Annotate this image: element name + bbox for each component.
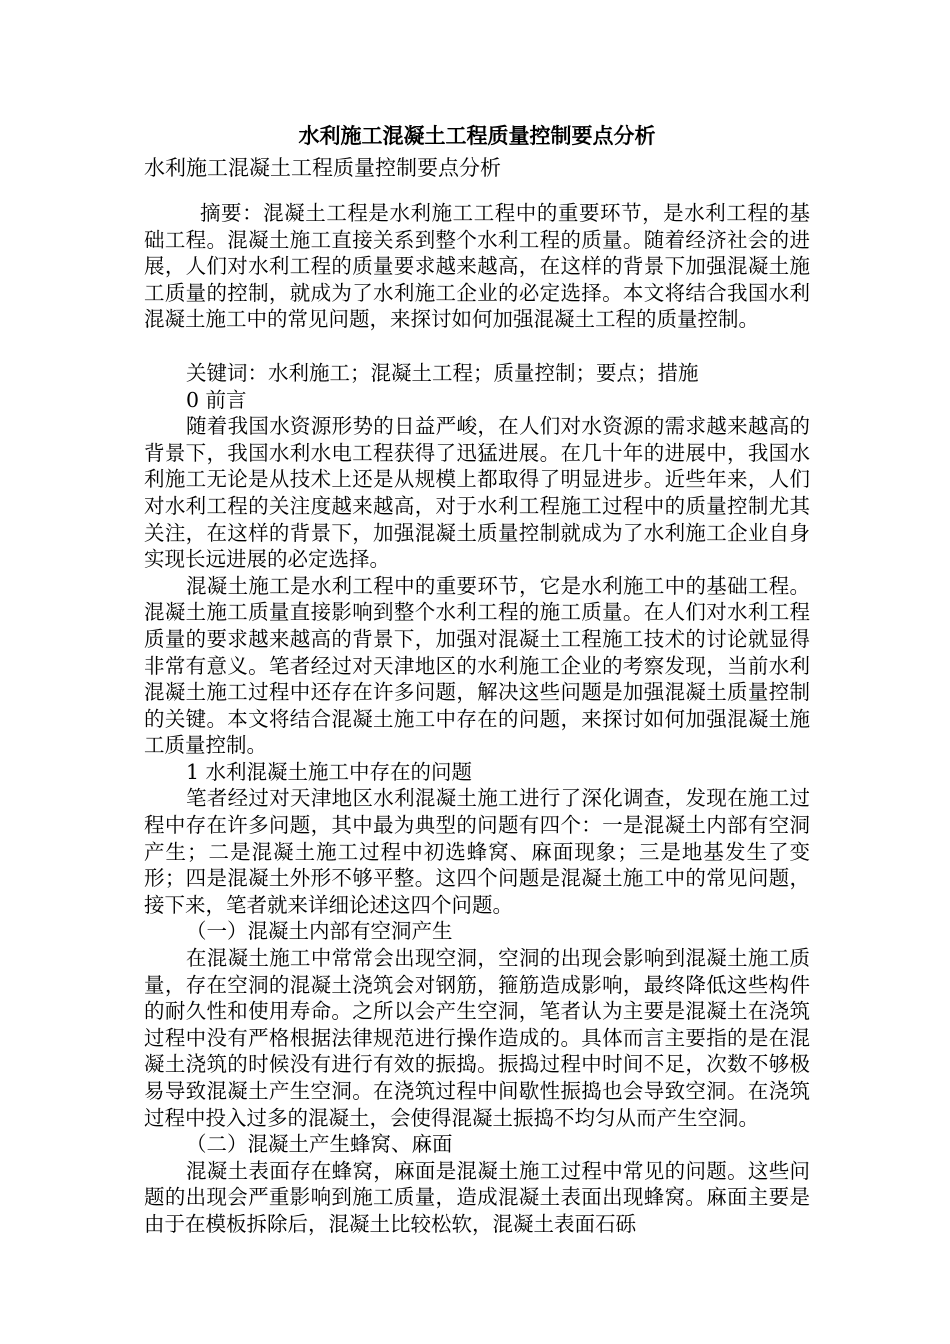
- voids-paragraph: 在混凝土施工中常常会出现空洞，空洞的出现会影响到混凝土施工质量，存在空洞的混凝土浇筑会对钢筋，箍筋造成影响，最终降低这些构件的耐久性和使用寿命。之所以会产生空洞，笔者认为主要是混凝土在浇筑过程中没有严格根据法律规范进行操作造成的。具体而言主要指的是在混凝土浇筑的时候没有进行有效的振捣。振捣过程中时间不足，次数不够极易导致混凝土产生空洞。在浇筑过程中间歇性振捣也会导致空洞。在浇筑过程中投入过多的混凝土，会使得混凝土振捣不均匀从而产生空洞。: [144, 946, 810, 1130]
- preface-paragraph-1: 随着我国水资源形势的日益严峻，在人们对水资源的需求越来越高的背景下，我国水利水电工程获得了迅猛进展。在几十年的进展中，我国水利施工无论是从技术上还是从规模上都取得了明显进步。近些年来，人们对水利工程的关注度越来越高，对于水利工程施工过程中的质量控制尤其关注，在这样的背景下，加强混凝土质量控制就成为了水利施工企业自身实现长远进展的必定选择。: [144, 414, 810, 572]
- section-heading-preface: 0 前言: [186, 387, 247, 412]
- honeycomb-paragraph: 混凝土表面存在蜂窝，麻面是混凝土施工过程中常见的问题。这些问题的出现会严重影响到施工质量，造成混凝土表面出现蜂窝。麻面主要是由于在模板拆除后，混凝土比较松软，混凝土表面石砾: [144, 1158, 810, 1236]
- subsection-heading-voids: （一）混凝土内部有空洞产生: [186, 919, 453, 944]
- subsection-heading-honeycomb: （二）混凝土产生蜂窝、麻面: [186, 1132, 453, 1157]
- preface-paragraph-2: 混凝土施工是水利工程中的重要环节，它是水利施工中的基础工程。混凝土施工质量直接影响到整个水利工程的施工质量。在人们对水利工程质量的要求越来越高的背景下，加强对混凝土工程施工技术的讨论就显得非常有意义。笔者经过对天津地区的水利施工企业的考察发现，当前水利混凝土施工过程中还存在许多问题，解决这些问题是加强混凝土质量控制的关键。本文将结合混凝土施工中存在的问题，来探讨如何加强混凝土施工质量控制。: [144, 573, 810, 758]
- section-heading-problems: 1 水利混凝土施工中存在的问题: [186, 759, 473, 784]
- keywords-line: 关键词：水利施工；混凝土工程；质量控制；要点；措施: [186, 360, 699, 385]
- document-body: [144, 118, 810, 1238]
- document-title: 水利施工混凝土工程质量控制要点分析: [298, 123, 656, 148]
- problems-paragraph-1: 笔者经过对天津地区水利混凝土施工进行了深化调查，发现在施工过程中存在许多问题，其中最为典型的问题有四个：一是混凝土内部有空洞产生；二是混凝土施工过程中初选蜂窝、麻面现象；三是地基发生了变形；四是混凝土外形不够平整。这四个问题是混凝土施工中的常见问题，接下来，笔者就来详细论述这四个问题。: [144, 786, 810, 917]
- abstract-paragraph: 摘要：混凝土工程是水利施工工程中的重要环节，是水利工程的基础工程。混凝土施工直接关系到整个水利工程的质量。随着经济社会的进展，人们对水利工程的质量要求越来越高，在这样的背景下加强混凝土施工质量的控制，就成为了水利施工企业的必定选择。本文将结合我国水利混凝土施工中的常见问题，来探讨如何加强混凝土工程的质量控制。: [144, 201, 810, 332]
- document-subtitle: 水利施工混凝土工程质量控制要点分析: [144, 156, 501, 180]
